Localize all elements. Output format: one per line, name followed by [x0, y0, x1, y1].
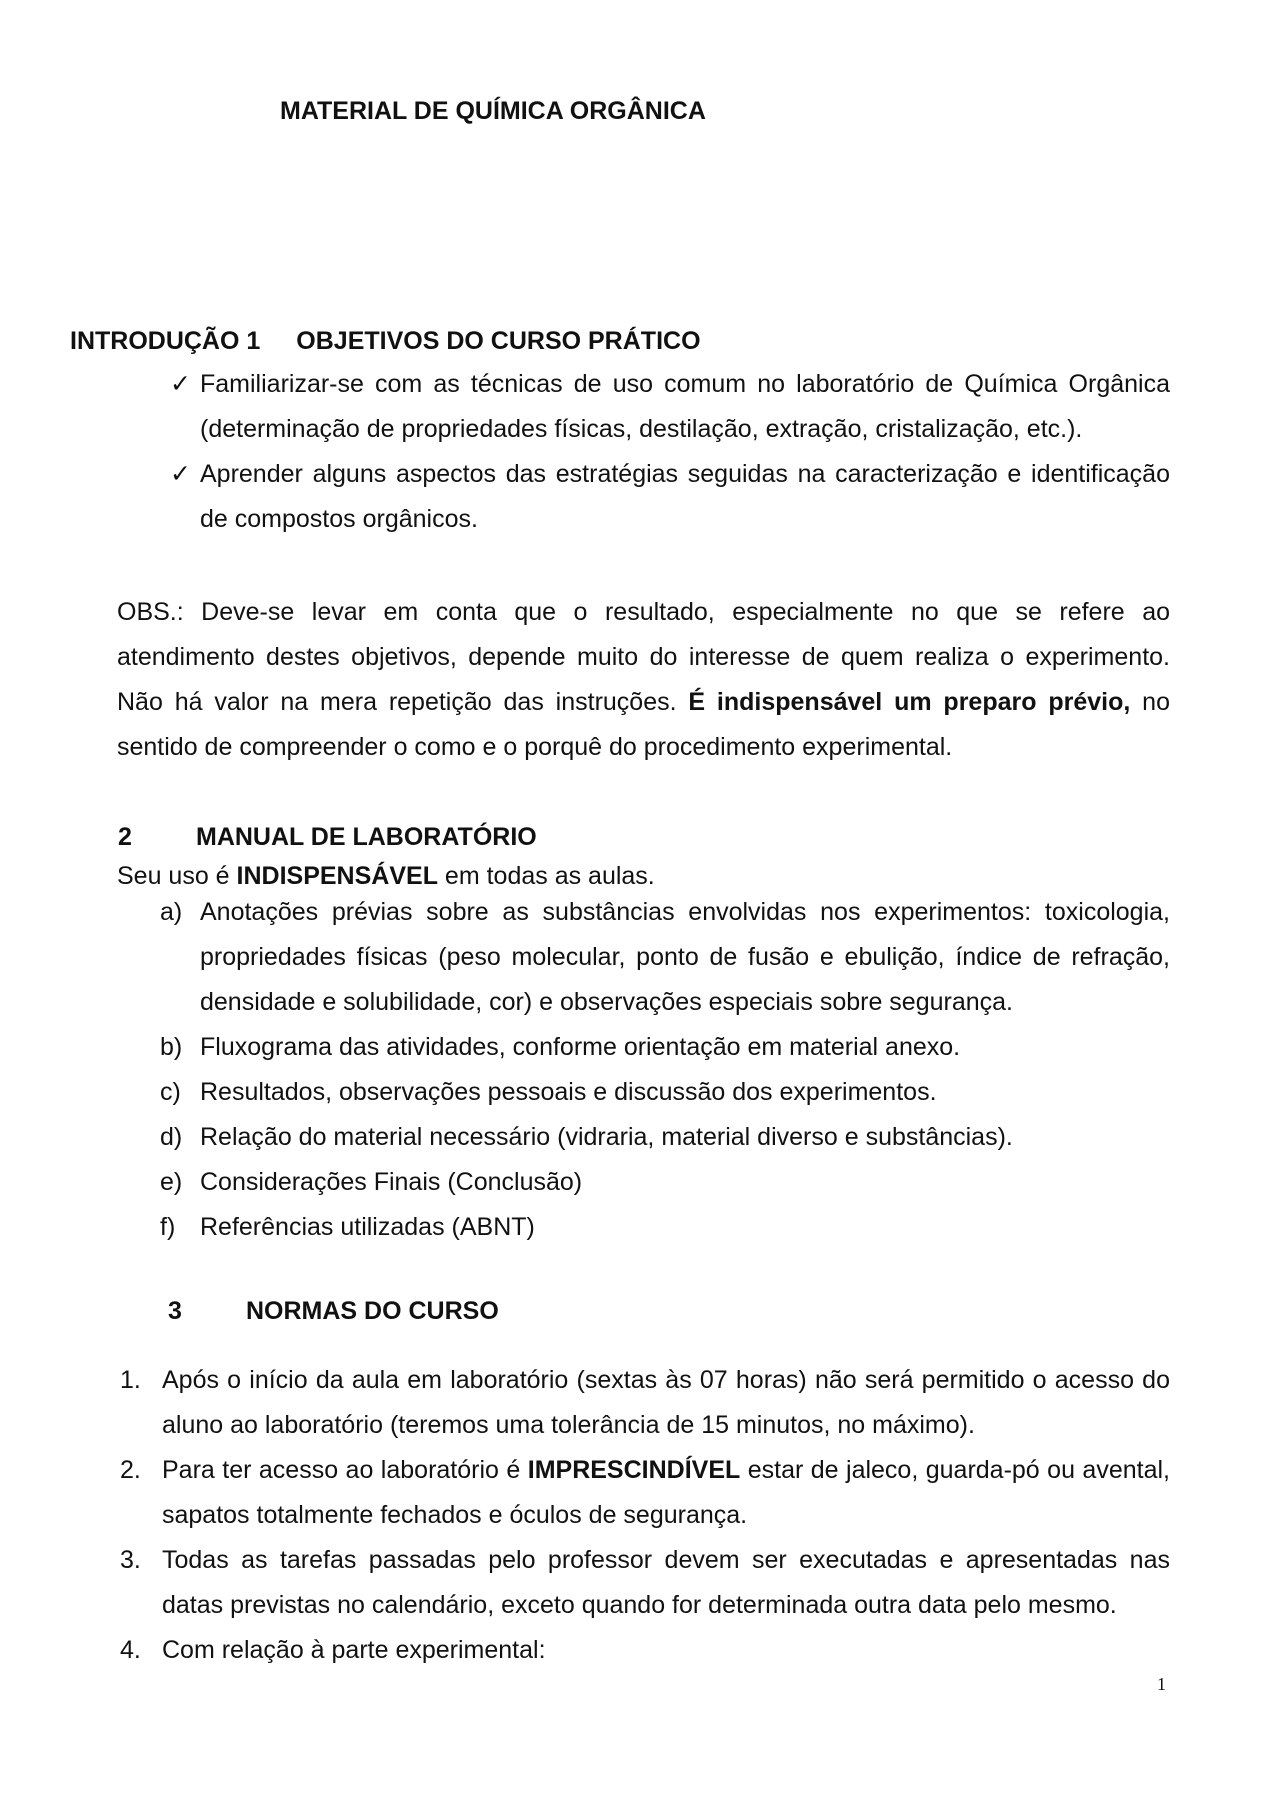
intro-emphasis: INDISPENSÁVEL [236, 862, 438, 890]
list-marker: 3. [120, 1546, 141, 1574]
obs-text-end: no sentido de compreender o como e o porquê do procedimento experimental. [117, 688, 1170, 761]
list-marker: a) [160, 898, 183, 926]
section-3-heading [168, 1294, 499, 1328]
list-marker: 4. [120, 1636, 141, 1664]
list-item-text: Relação do material necessário (vidraria, material diverso e substâncias). [200, 1123, 1013, 1151]
list-item-text: Após o início da aula em laboratório (sextas às 07 horas) não será permitido o acesso do aluno ao laboratório (teremos uma tolerância de 15 minutos, no máximo). [162, 1366, 1170, 1439]
list-item-text: Todas as tarefas passadas pelo professor devem ser executadas e apresentadas nas datas previstas no calendário, exceto quando for determinada outra data pelo mesmo. [162, 1546, 1170, 1619]
manual-items-list [160, 890, 1170, 1250]
document-title: MATERIAL DE QUÍMICA ORGÂNICA [280, 97, 706, 125]
objective-text: Familiarizar-se com as técnicas de uso comum no laboratório de Química Orgânica (determinação de propriedades físicas, destilação, extração, cristalização, etc.). [200, 370, 1170, 443]
checkmark-icon: ✓ [170, 370, 191, 398]
list-marker: 2. [120, 1456, 141, 1484]
obs-text-start: OBS.: Deve-se levar em conta que o resultado, especialmente no que se refere ao atendimento destes objetivos, depende muito do interesse de quem realiza o experimento. Não há valor na mera repetição das instruções. [117, 598, 1170, 716]
list-marker: f) [160, 1213, 176, 1241]
checkmark-icon: ✓ [170, 460, 191, 488]
list-item [160, 1025, 1170, 1070]
list-item-text: Anotações prévias sobre as substâncias envolvidas nos experimentos: toxicologia, propriedades físicas (peso molecular, ponto de fusão e ebulição, índice de refração, densidade e solubilidade, cor) e observações especiais sobre segurança. [200, 898, 1170, 1016]
list-marker: b) [160, 1033, 183, 1061]
list-item-text: Referências utilizadas (ABNT) [200, 1213, 535, 1241]
course-rules-list [120, 1358, 1170, 1673]
intro-text-start: Seu uso é [117, 862, 237, 890]
list-item [160, 1205, 1170, 1250]
section-2-number: 2 [118, 823, 132, 851]
section-3-title: NORMAS DO CURSO [246, 1297, 499, 1325]
list-marker: d) [160, 1123, 183, 1151]
intro-text-end: em todas as aulas. [437, 862, 655, 890]
section-1-prefix: INTRODUÇÃO 1 [70, 327, 261, 355]
section-1-heading [70, 324, 701, 358]
list-item [120, 1358, 1170, 1448]
list-item-text: Com relação à parte experimental: [162, 1636, 546, 1664]
list-item-text: Considerações Finais (Conclusão) [200, 1168, 583, 1196]
list-item-text: Resultados, observações pessoais e discussão dos experimentos. [200, 1078, 937, 1106]
section-1-title: OBJETIVOS DO CURSO PRÁTICO [296, 327, 701, 355]
list-item [160, 1160, 1170, 1205]
section-3-number: 3 [168, 1297, 182, 1325]
section-2-title: MANUAL DE LABORATÓRIO [196, 823, 537, 851]
list-marker: e) [160, 1168, 183, 1196]
obs-emphasis: É indispensável um preparo prévio, [688, 688, 1131, 716]
list-item [160, 1115, 1170, 1160]
list-item [120, 1538, 1170, 1628]
list-item [120, 1628, 1170, 1673]
page-number: 1 [1157, 1674, 1166, 1694]
objectives-list [170, 362, 1170, 542]
list-item [160, 890, 1170, 1025]
section-2-intro [117, 859, 655, 893]
list-item [160, 1070, 1170, 1115]
objective-item [170, 452, 1170, 542]
list-item-text: Fluxograma das atividades, conforme orientação em material anexo. [200, 1033, 961, 1061]
list-item-emphasis: IMPRESCINDÍVEL [527, 1456, 741, 1484]
obs-paragraph [117, 590, 1170, 770]
list-item [120, 1448, 1170, 1538]
section-2-heading [118, 820, 537, 854]
list-marker: 1. [120, 1366, 141, 1394]
list-item-text-start: Para ter acesso ao laboratório é [162, 1456, 528, 1484]
list-marker: c) [160, 1078, 181, 1106]
list-item-text-end: estar de jaleco, guarda-pó ou avental, sapatos totalmente fechados e óculos de segurança. [162, 1456, 1170, 1529]
objective-item [170, 362, 1170, 452]
objective-text: Aprender alguns aspectos das estratégias seguidas na caracterização e identificação de compostos orgânicos. [200, 460, 1170, 533]
